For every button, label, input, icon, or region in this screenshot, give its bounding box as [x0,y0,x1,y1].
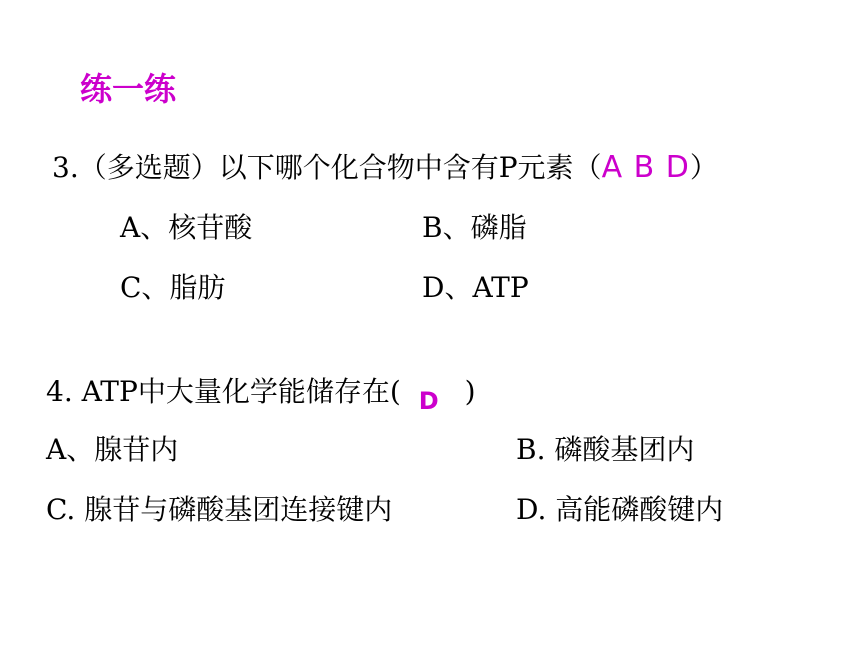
question-4-option-c: C. 腺苷与磷酸基团连接键内 [46,493,393,526]
question-3-option-a: A、核苷酸 [120,211,253,244]
question-4-option-a: A、腺苷内 [46,433,179,466]
question-3-text: 3.（多选题）以下哪个化合物中含有P元素（ [52,151,602,184]
question-4-option-d: D. 高能磷酸键内 [516,493,724,526]
question-4-text: 4. ATP中大量化学能储存在( [46,375,401,408]
question-3-answer: A B D [601,150,690,185]
slide-title: 练一练 [80,70,177,108]
question-3-option-d: D、ATP [422,271,529,304]
question-4-stem [46,370,476,415]
question-4-answer: D [418,387,439,415]
question-4-close-paren: ) [464,375,476,408]
question-3-option-c: C、脂肪 [120,271,226,304]
question-4-option-b: B. 磷酸基团内 [516,433,695,466]
question-3-option-b: B、磷脂 [422,211,527,244]
question-3-close-paren: ） [689,151,718,184]
question-3-stem [52,146,718,186]
